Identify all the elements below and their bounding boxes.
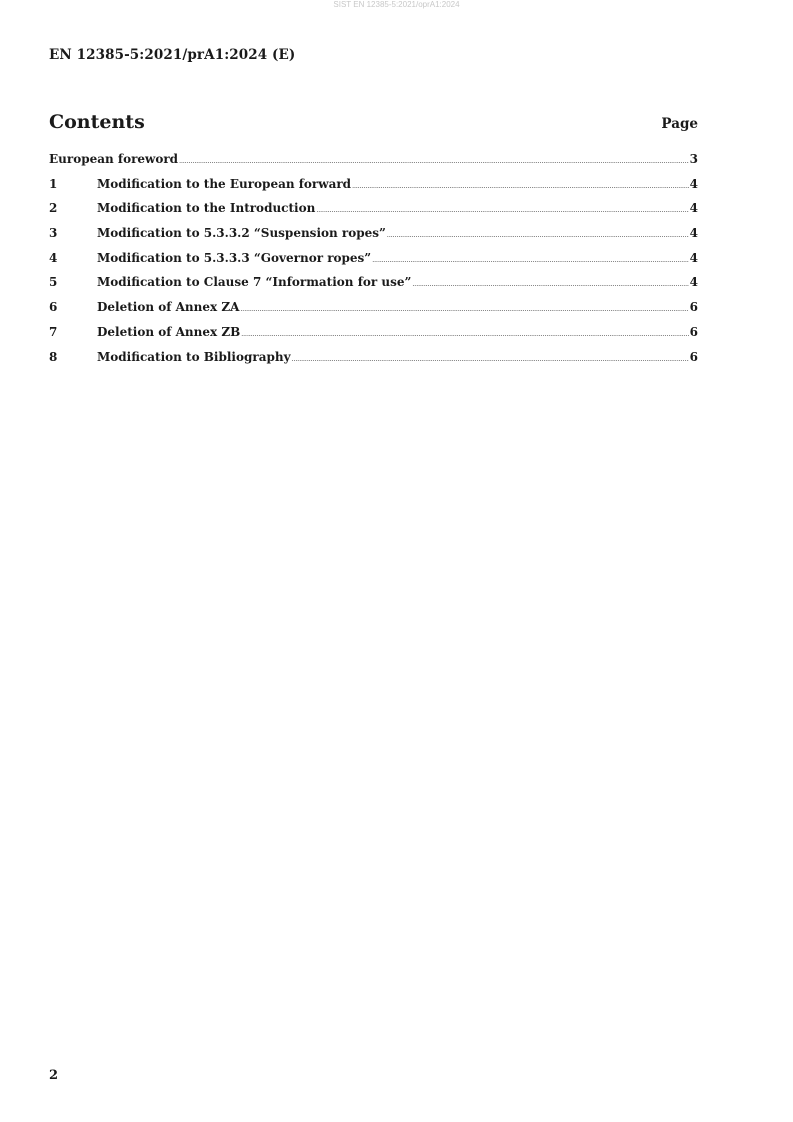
- toc-entry-page: 6: [689, 300, 698, 315]
- toc-entry-number: 5: [49, 275, 58, 290]
- toc-entry-title: Modification to Clause 7 “Information for use”: [97, 275, 412, 290]
- toc-entry-number: 1: [49, 176, 58, 191]
- toc-entry-title: Modification to Bibliography: [97, 349, 291, 364]
- document-id: EN 12385-5:2021/prA1:2024 (E): [49, 47, 296, 63]
- toc-entry-number: 8: [49, 349, 58, 364]
- toc-dot-leader: [292, 356, 689, 363]
- toc-dot-leader: [240, 306, 688, 313]
- toc-entry-title: Deletion of Annex ZA: [97, 300, 240, 315]
- toc-entry-number: 4: [49, 250, 58, 265]
- toc-dot-leader: [372, 257, 688, 264]
- toc-entry-page: 6: [689, 349, 698, 364]
- toc-entry-3[interactable]: [49, 226, 698, 251]
- toc-entry-title: Modification to 5.3.3.3 “Governor ropes”: [97, 250, 372, 265]
- toc-entry-page: 6: [689, 324, 698, 339]
- toc-dot-leader: [387, 232, 689, 239]
- toc-entry-number: 2: [49, 201, 58, 216]
- watermark: SIST EN 12385-5:2021/oprA1:2024: [333, 0, 460, 9]
- toc-dot-leader: [352, 183, 689, 190]
- toc-entry-8[interactable]: [49, 350, 698, 375]
- page-column-heading: Page: [661, 116, 698, 132]
- toc-entry-number: 6: [49, 300, 58, 315]
- toc-dot-leader: [412, 281, 688, 288]
- table-of-contents: [49, 152, 698, 374]
- toc-entry-number: 3: [49, 226, 58, 241]
- toc-entry-page: 4: [689, 250, 698, 265]
- page-number: 2: [49, 1068, 59, 1083]
- toc-dot-leader: [241, 331, 688, 338]
- toc-entry-title: Deletion of Annex ZB: [97, 324, 241, 339]
- toc-entry-4[interactable]: [49, 251, 698, 276]
- toc-entry-page: 4: [689, 275, 698, 290]
- toc-entry-number: 7: [49, 324, 58, 339]
- toc-entry-5[interactable]: [49, 275, 698, 300]
- toc-entry-page: 4: [689, 176, 698, 191]
- contents-heading: Contents: [49, 111, 145, 133]
- toc-entry-6[interactable]: [49, 300, 698, 325]
- toc-entry-european-foreword[interactable]: [49, 152, 698, 177]
- toc-entry-page: 4: [689, 201, 698, 216]
- toc-entry-page: 3: [689, 152, 698, 166]
- toc-entry-title: Modification to the Introduction: [97, 201, 316, 216]
- toc-entry-page: 4: [689, 226, 698, 241]
- toc-entry-7[interactable]: [49, 325, 698, 350]
- toc-entry-2[interactable]: [49, 201, 698, 226]
- toc-dot-leader: [316, 207, 688, 214]
- toc-entry-title: Modification to 5.3.3.2 “Suspension ropes”: [97, 226, 386, 241]
- toc-entry-1[interactable]: [49, 177, 698, 202]
- toc-entry-title: Modification to the European forward: [97, 176, 352, 191]
- toc-dot-leader: [179, 158, 689, 165]
- toc-entry-title: European foreword: [49, 152, 179, 166]
